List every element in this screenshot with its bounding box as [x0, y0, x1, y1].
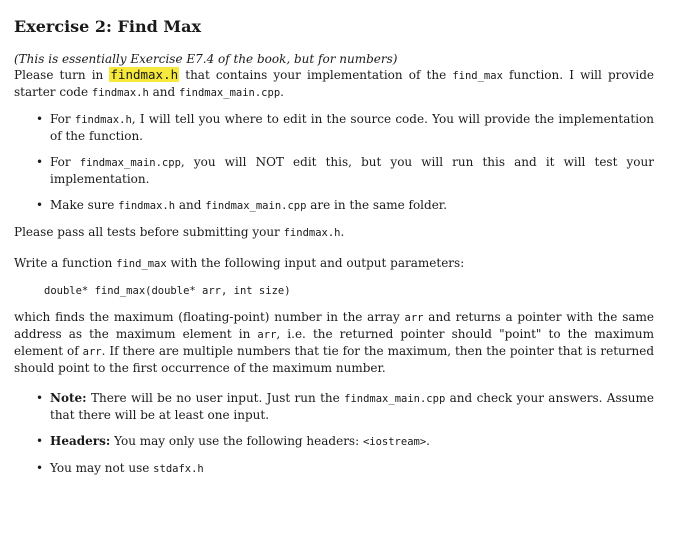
write-fn-code: find_max	[116, 258, 167, 270]
list-item	[14, 197, 654, 214]
desc-code: arr	[404, 312, 424, 324]
item-text: .	[426, 434, 430, 448]
item-code: findmax_main.cpp	[79, 157, 181, 169]
item-code: stdafx.h	[153, 463, 204, 475]
starter-file-main: findmax_main.cpp	[179, 87, 281, 99]
intro-text-1: Please turn in	[14, 68, 110, 82]
item-text: There will be no user input. Just run the	[86, 391, 345, 405]
intro-text-3: function. I will provide starter code	[14, 68, 655, 99]
file-instructions-list	[14, 111, 654, 214]
bullet-icon: •	[36, 198, 44, 212]
item-text: For	[50, 112, 75, 126]
desc-text: which finds the maximum (floating-point) number in the array	[14, 310, 405, 324]
intro-text-4: and	[148, 85, 179, 99]
intro-text-5: .	[280, 85, 284, 99]
desc-text: , i.e. the returned pointer should "point" to the maximum element of	[14, 327, 654, 358]
bullet-icon: •	[36, 461, 44, 475]
list-item	[14, 433, 654, 450]
func-name-code: find_max	[452, 70, 503, 82]
item-code: findmax.h	[74, 114, 132, 126]
item-code: findmax.h	[118, 200, 176, 212]
write-fn-text: Write a function	[14, 256, 117, 270]
intro-text-2: that contains your implementation of the	[179, 68, 453, 82]
highlighted-filename: findmax.h	[110, 67, 179, 82]
write-fn-text: with the following input and output parameters:	[166, 256, 465, 270]
item-text: You may only use the following headers:	[110, 434, 363, 448]
book-reference-note: (This is essentially Exercise E7.4 of the book, but for numbers)	[14, 52, 398, 66]
function-signature	[14, 282, 654, 299]
pass-tests-text: Please pass all tests before submitting your	[14, 225, 284, 239]
write-function-paragraph	[14, 255, 654, 272]
desc-text: and returns a pointer with the same address as the maximum element in	[14, 310, 654, 341]
pass-tests-text: .	[340, 225, 345, 239]
item-text: Make sure	[50, 198, 119, 212]
item-text: You may not use	[50, 461, 154, 475]
item-text: and check your answers. Assume that there will be at least one input.	[50, 391, 654, 422]
list-item	[14, 460, 654, 477]
bullet-icon: •	[36, 112, 44, 126]
list-item	[14, 111, 654, 144]
item-text: For	[50, 155, 80, 169]
desc-code: arr	[82, 346, 102, 358]
item-code: findmax_main.cpp	[344, 393, 446, 405]
item-text: , you will NOT edit this, but you will run this and it will test your implementation.	[50, 155, 654, 186]
exercise-heading: Exercise 2: Find Max	[14, 17, 201, 36]
item-code: <iostream>	[362, 436, 427, 448]
list-item	[14, 154, 654, 187]
desc-text: . If there are multiple numbers that tie for the maximum, then the pointer that is returned should point to the first occurrence of the maximum number.	[14, 344, 654, 375]
headers-label: Headers:	[50, 434, 111, 448]
pass-tests-paragraph	[14, 224, 654, 241]
item-text: , I will tell you where to edit in the source code. You will provide the implementation of the function.	[50, 112, 655, 143]
bullet-icon: •	[36, 434, 44, 448]
bullet-icon: •	[36, 155, 44, 169]
item-code: findmax_main.cpp	[205, 200, 307, 212]
list-item	[14, 390, 654, 423]
item-text: and	[175, 198, 206, 212]
item-text: are in the same folder.	[306, 198, 448, 212]
pass-tests-code: findmax.h	[283, 227, 341, 239]
starter-file-header: findmax.h	[91, 87, 149, 99]
signature-code: double* find_max(double* arr, int size)	[44, 285, 291, 297]
desc-code: arr	[257, 329, 277, 341]
note-label: Note:	[50, 391, 87, 405]
bullet-icon: •	[36, 391, 44, 405]
intro-paragraph	[14, 67, 654, 101]
rules-list	[14, 390, 654, 477]
description-paragraph	[14, 309, 654, 376]
